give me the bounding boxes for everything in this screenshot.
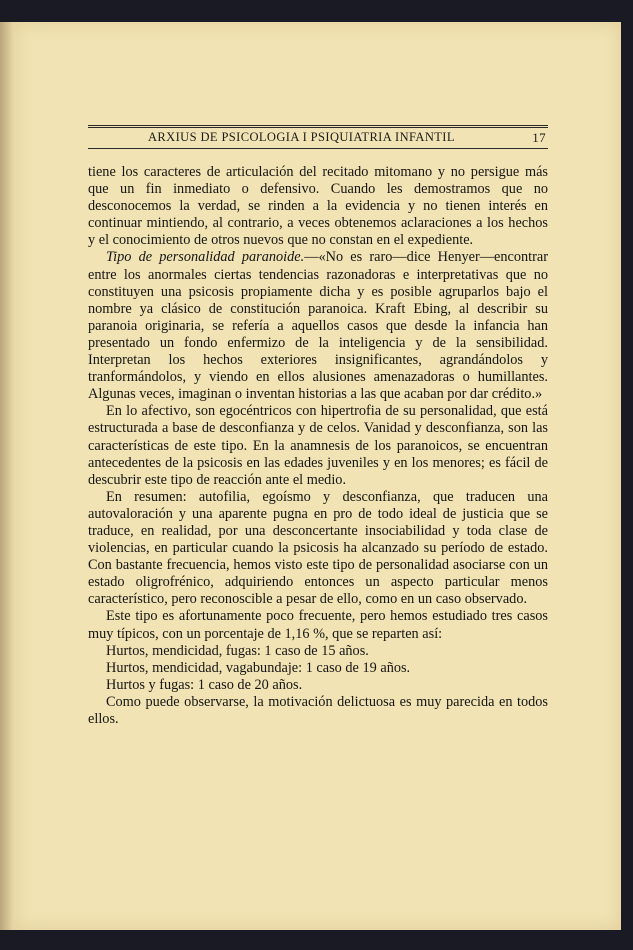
header-rule-bottom [88, 148, 548, 149]
paragraph-5: Este tipo es afortunamente poco frecuente, pero hemos estudiado tres casos muy típicos, con un porcentaje de 1,16 %, que se reparten así: [88, 608, 548, 642]
list-item: Hurtos y fugas: 1 caso de 20 años. [106, 676, 303, 693]
list-item: Hurtos, mendicidad, fugas: 1 caso de 15 años. [106, 642, 369, 659]
paragraph-2-text: —«No es raro—dice Henyer—encontrar entre los anormales ciertas tendencias razonadoras e interpretativas que no constituyen una psicosis propiamente dicha y es posible agruparlos bajo el nombre ya clásico de constitución paranoica. Kraft Ebing, al describir su paranoia originaria, se refería a aquellos casos que desde la infancia han presentado un fondo enfermizo de la inteligencia y de la sensibilidad. Interpretan los hechos exteriores insignificantes, agrandándolos y tranformándolos, y viendo en ellos alusiones amenazadoras o humillantes. Algunas veces, imaginan o inventan historias a las que acaban por dar crédito.» [88, 249, 548, 403]
page-number: 17 [532, 130, 546, 145]
paragraph-6: Como puede observarse, la motivación delictuosa es muy parecida en todos ellos. [88, 693, 548, 727]
section-heading-paranoide: Tipo de personalidad paranoide. [106, 249, 305, 266]
body-text [88, 164, 548, 728]
running-header [88, 130, 548, 148]
book-spine-edge [0, 22, 14, 930]
paragraph-4: En resumen: autofilia, egoísmo y desconfianza, que traducen una autovaloración y una aparente pugna en pro de todo ideal de justicia que se traduce, en realidad, por una desconcertante insociabilidad y toda clase de violencias, en particular cuando la psicosis ha alcanzado su período de estado. Con bastante frecuencia, hemos visto este tipo de personalidad asociarse con un estado oligrofrénico, adquiriendo entonces un aspecto particular menos característico, pero reconoscible a pesar de ello, como en un caso observado. [88, 488, 548, 608]
paragraph-3: En lo afectivo, son egocéntricos con hipertrofia de su personalidad, que está estructurada a base de desconfianza y de celos. Vanidad y desconfianza, son las características de este tipo. En la anamnesis de los paranoicos, se encuentran antecedentes de la psicosis en las edades juveniles y en los menores; es fácil de descubrir este tipo de reacción ante el medio. [88, 403, 548, 488]
list-item: Hurtos, mendicidad, vagabundaje: 1 caso de 19 años. [106, 659, 411, 676]
running-title: ARXIUS DE PSICOLOGIA I PSIQUIATRIA INFANTIL [148, 130, 455, 144]
paragraph-2 [88, 249, 548, 403]
paragraph-1: tiene los caracteres de articulación del recitado mitomano y no persigue más que un fin inmediato o defensivo. Cuando les demostramos que no desconocemos la verdad, se rinden a la evidencia y no tienen interés en continuar mintiendo, al contrario, a veces obtenemos aclaraciones a los hechos y el conocimiento de otros nuevos que no constan en el expediente. [88, 164, 548, 249]
header-rule-top-double [88, 127, 548, 128]
header-rule-top [88, 125, 548, 126]
